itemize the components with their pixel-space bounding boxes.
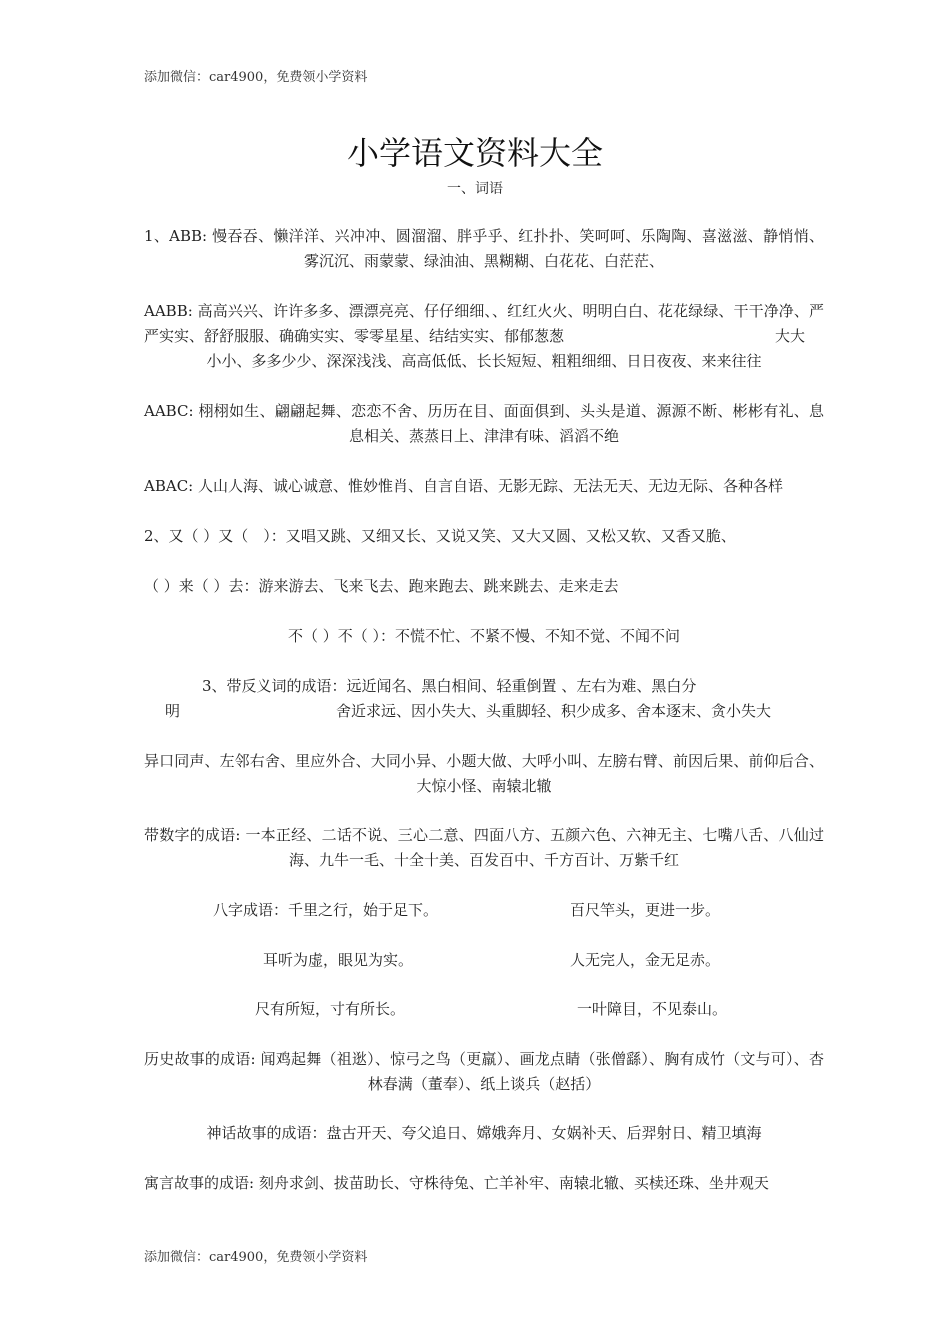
abb-paragraph: 1、ABB: 慢吞吞、懒洋洋、兴冲冲、圆溜溜、胖乎乎、红扑扑、笑呵呵、乐陶陶、喜滋滋、静悄悄、雾沉沉、雨蒙蒙、绿油油、黑糊糊、白花花、白茫茫、 (144, 227, 824, 270)
yuyan-paragraph: 寓言故事的成语: 刻舟求剑、拔苗助长、守株待兔、亡羊补牢、南辕北辙、买椟还珠、坐井观天 (144, 1174, 769, 1192)
bazi-item-6: 一叶障目，不见泰山。 (577, 1000, 728, 1018)
page-title: 小学语文资料大全 (346, 134, 603, 172)
shenhua-paragraph: 神话故事的成语：盘古开天、夸父追日、嫦娥奔月、女娲补天、后羿射日、精卫填海 (206, 1124, 762, 1142)
fanyi-continued-a: 明 (165, 702, 181, 720)
aabb-continued: 大大 (775, 327, 806, 345)
page-footer: 添加微信：car4900，免费领小学资料 (144, 1250, 368, 1265)
shuzi-paragraph: 带数字的成语: 一本正经、二话不说、三心二意、四面八方、五颜六色、六神无主、七嘴八舌、八仙过海、九牛一毛、十全十美、百发百中、千方百计、万紫千红 (144, 826, 824, 869)
page-header: 添加微信：car4900，免费领小学资料 (144, 70, 368, 85)
bazi-item-3: 耳听为虚，眼见为实。 (263, 951, 414, 969)
yikou-paragraph: 异口同声、左邻右舍、里应外合、大同小异、小题大做、大呼小叫、左膀右臂、前因后果、前仰后合、大惊小怪、南辕北辙 (144, 752, 824, 795)
bazi-item-4: 人无完人，金无足赤。 (570, 951, 721, 969)
you-paragraph: 2、又（ ）又（ ）：又唱又跳、又细又长、又说又笑、又大又圆、又松又软、又香又脆、 (144, 527, 736, 545)
fanyi-paragraph: 3、带反义词的成语：远近闻名、黑白相间、轻重倒置 、左右为难、黑白分 (202, 677, 697, 695)
bazi-item-5: 尺有所短，寸有所长。 (255, 1000, 406, 1018)
abac-paragraph: ABAC: 人山人海、诚心诚意、惟妙惟肖、自言自语、无影无踪、无法无天、无边无际、各种各样 (144, 477, 783, 495)
lishi-paragraph: 历史故事的成语: 闻鸡起舞（祖逖）、惊弓之鸟（更羸）、画龙点睛（张僧繇）、胸有成竹（文与可）、杏林春满（董奉）、纸上谈兵（赵括） (144, 1050, 824, 1093)
bu-paragraph: 不（ ）不（ ）：不慌不忙、不紧不慢、不知不觉、不闻不问 (287, 627, 681, 645)
bazi-item-2: 百尺竿头，更进一步。 (570, 901, 721, 919)
lai-paragraph: （ ）来（ ）去：游来游去、飞来飞去、跑来跑去、跳来跳去、走来走去 (144, 577, 619, 595)
aabb-paragraph-end: 小小、多多少少、深深浅浅、高高低低、长长短短、粗粗细细、日日夜夜、来来往往 (206, 352, 762, 370)
aabc-paragraph: AABC: 栩栩如生、翩翩起舞、恋恋不舍、历历在目、面面俱到、头头是道、源源不断、彬彬有礼、息息相关、蒸蒸日上、津津有味、滔滔不绝 (144, 402, 824, 445)
fanyi-continued-b: 舍近求远、因小失大、头重脚轻、积少成多、舍本逐末、贪小失大 (336, 702, 772, 720)
bazi-item-1: 八字成语：千里之行，始于足下。 (213, 901, 439, 919)
aabb-paragraph: AABB: 高高兴兴、许许多多、漂漂亮亮、仔仔细细、、红红火火、明明白白、花花绿绿、干干净净、严严实实、舒舒服服、确确实实、零零星星、结结实实、郁郁葱葱 (144, 302, 824, 345)
section-heading: 一、词语 (447, 181, 503, 197)
